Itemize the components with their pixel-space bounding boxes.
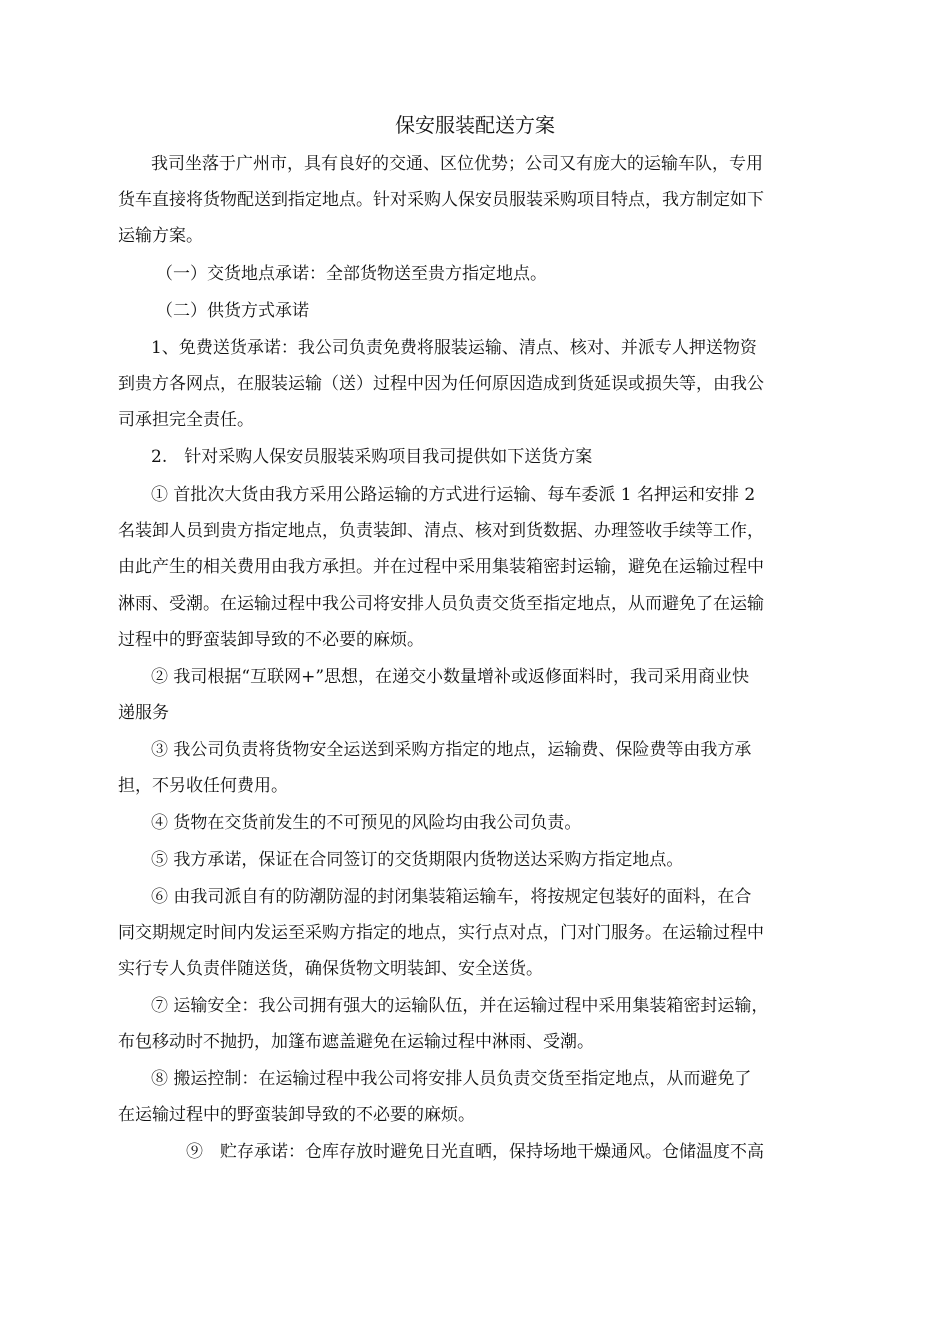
list-item-line: 递服务 (118, 703, 169, 723)
list-item-line: 淋雨、受潮。在运输过程中我公司将安排人员负责交货至指定地点，从而避免了在运输 (118, 594, 764, 614)
list-item-line: 布包移动时不抛扔，加篷布遮盖避免在运输过程中淋雨、受潮。 (118, 1032, 594, 1052)
paragraph-line: 我司坐落于广州市，具有良好的交通、区位优势；公司又有庞大的运输车队，专用 (151, 154, 763, 174)
list-item-line: 由此产生的相关费用由我方承担。并在过程中采用集装箱密封运输，避免在运输过程中 (118, 557, 764, 577)
list-item-line: ⑤ 我方承诺，保证在合同签订的交货期限内货物送达采购方指定地点。 (151, 850, 684, 870)
list-item-line: ⑥ 由我司派自有的防潮防湿的封闭集装箱运输车，将按规定包装好的面料，在合 (151, 887, 752, 907)
list-item-line: 在运输过程中的野蛮装卸导致的不必要的麻烦。 (118, 1105, 475, 1125)
list-item-line: ⑨ 贮存承诺：仓库存放时避免日光直晒，保持场地干燥通风。仓储温度不高 (186, 1142, 764, 1162)
paragraph-line: 运输方案。 (118, 226, 203, 246)
list-item-line: 担，不另收任何费用。 (118, 776, 288, 796)
section-heading: （一）交货地点承诺：全部货物送至贵方指定地点。 (156, 264, 547, 284)
list-item-line: 同交期规定时间内发运至采购方指定的地点，实行点对点，门对门服务。在运输过程中 (118, 923, 764, 943)
paragraph-line: 1、免费送货承诺：我公司负责免费将服装运输、清点、核对、并派专人押送物资 (151, 338, 757, 358)
paragraph-line: 司承担完全责任。 (118, 410, 254, 430)
paragraph-line: 到贵方各网点，在服装运输（送）过程中因为任何原因造成到货延误或损失等，由我公 (118, 374, 764, 394)
list-item-line: 实行专人负责伴随送货，确保货物文明装卸、安全送货。 (118, 959, 543, 979)
list-item-line: ① 首批次大货由我方采用公路运输的方式进行运输、每车委派 1 名押运和安排 2 (151, 485, 756, 505)
list-item-line: ⑦ 运输安全：我公司拥有强大的运输队伍，并在运输过程中采用集装箱密封运输， (151, 996, 769, 1016)
list-item-line: 名装卸人员到贵方指定地点，负责装卸、清点、核对到货数据、办理签收手续等工作， (118, 521, 764, 541)
list-item-line: ② 我司根据“互联网+”思想，在递交小数量增补或返修面料时，我司采用商业快 (151, 667, 750, 687)
paragraph-line: 货车直接将货物配送到指定地点。针对采购人保安员服装采购项目特点，我方制定如下 (118, 190, 764, 210)
list-item-line: ④ 货物在交货前发生的不可预见的风险均由我公司负责。 (151, 813, 582, 833)
list-item-line: 过程中的野蛮装卸导致的不必要的麻烦。 (118, 630, 424, 650)
list-item-line: ③ 我公司负责将货物安全运送到采购方指定的地点，运输费、保险费等由我方承 (151, 740, 752, 760)
document-title: 保安服装配送方案 (395, 113, 555, 137)
section-heading: （二）供货方式承诺 (156, 301, 309, 321)
paragraph-line: 2. 针对采购人保安员服装采购项目我司提供如下送货方案 (151, 447, 593, 467)
list-item-line: ⑧ 搬运控制：在运输过程中我公司将安排人员负责交货至指定地点，从而避免了 (151, 1069, 752, 1089)
